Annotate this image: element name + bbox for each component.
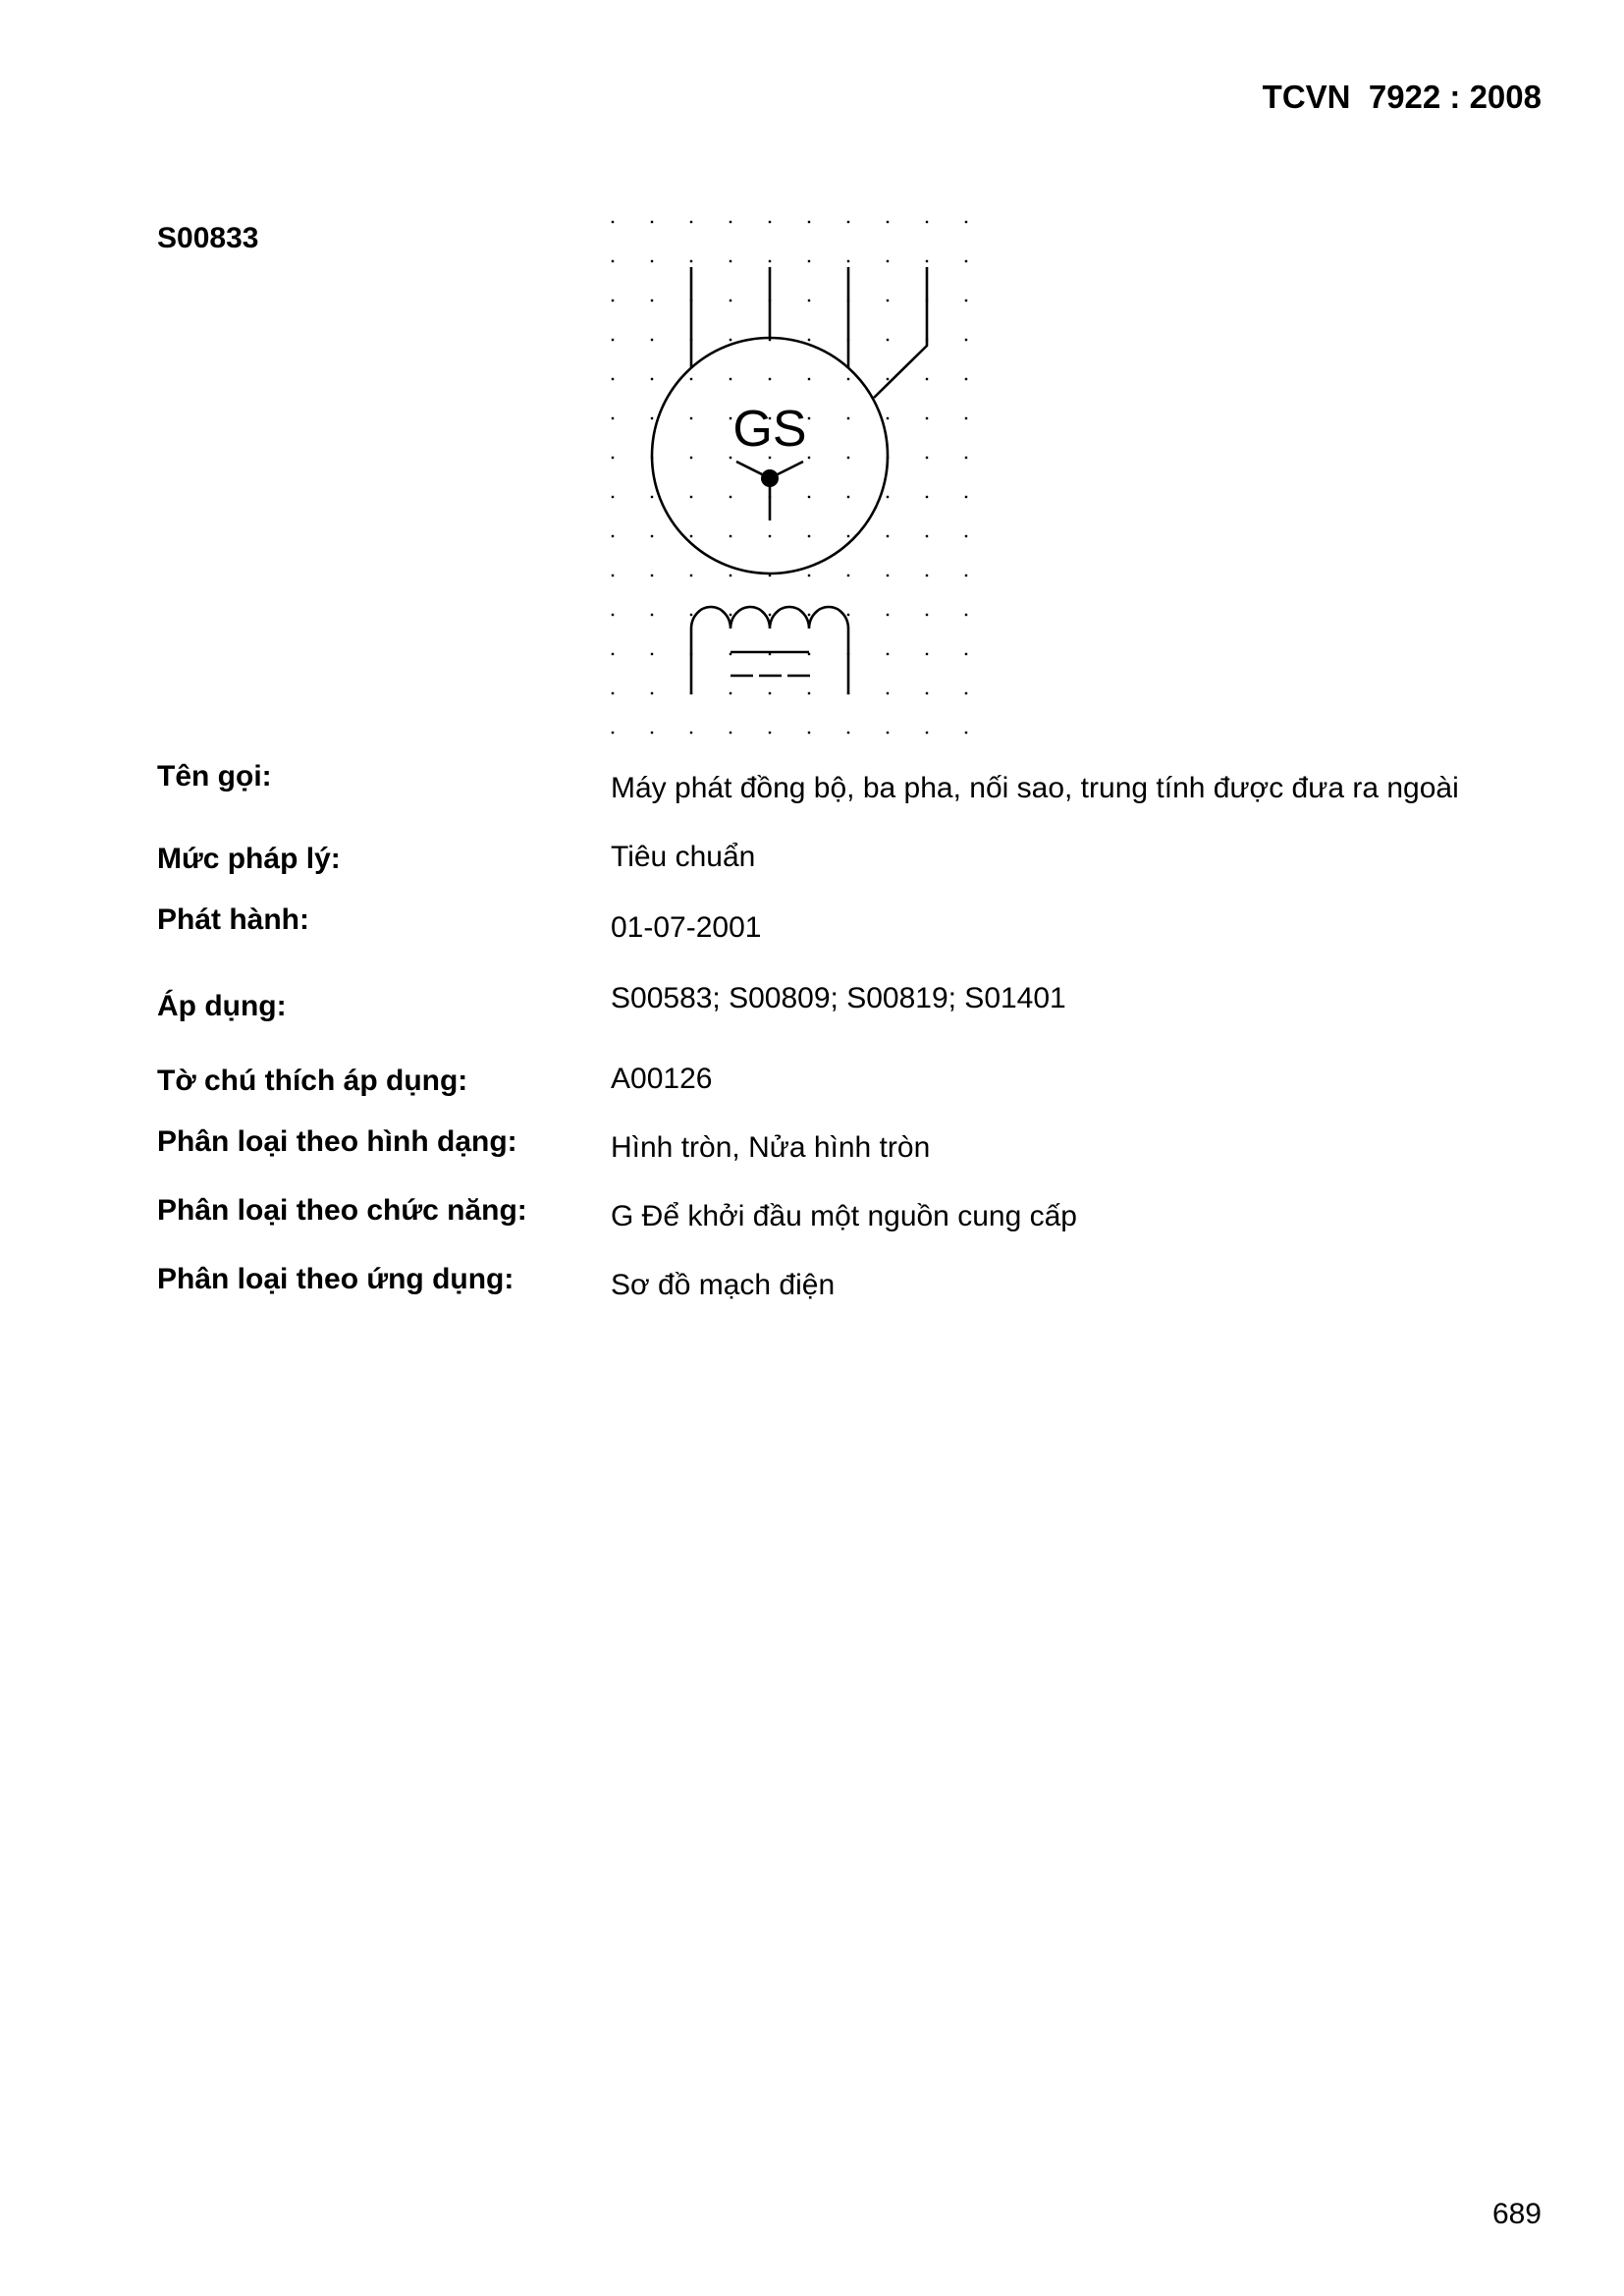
grid-dot	[808, 732, 810, 734]
grid-dot	[690, 614, 692, 616]
grid-dot	[887, 496, 889, 498]
grid-dots	[612, 221, 967, 734]
grid-dot	[887, 614, 889, 616]
grid-dot	[926, 221, 928, 223]
grid-dot	[651, 614, 653, 616]
grid-dot	[730, 496, 731, 498]
grid-dot	[847, 260, 849, 262]
grid-dot	[926, 417, 928, 419]
grid-dot	[887, 653, 889, 655]
field-label: Tờ chú thích áp dụng:	[157, 1065, 468, 1097]
grid-dot	[965, 653, 967, 655]
grid-dot	[808, 574, 810, 576]
grid-dot	[847, 614, 849, 616]
grid-dot	[612, 653, 614, 655]
grid-dot	[926, 378, 928, 380]
grid-dot	[651, 496, 653, 498]
grid-dot	[887, 339, 889, 341]
grid-dot	[887, 535, 889, 537]
grid-dot	[965, 614, 967, 616]
grid-dot	[651, 732, 653, 734]
field-value: 01-07-2001	[611, 911, 762, 944]
grid-dot	[730, 732, 731, 734]
grid-dot	[690, 378, 692, 380]
grid-dot	[612, 496, 614, 498]
grid-dot	[965, 260, 967, 262]
grid-dot	[651, 221, 653, 223]
grid-dot	[847, 221, 849, 223]
grid-dot	[651, 692, 653, 694]
field-value: Sơ đồ mạch điện	[611, 1269, 836, 1301]
grid-dot	[769, 378, 771, 380]
grid-dot	[730, 300, 731, 301]
grid-dot	[612, 614, 614, 616]
grid-dot	[847, 457, 849, 459]
winding-coil	[691, 607, 848, 694]
grid-dot	[847, 732, 849, 734]
grid-dot	[769, 221, 771, 223]
grid-dot	[730, 260, 731, 262]
grid-dot	[926, 653, 928, 655]
grid-dot	[887, 221, 889, 223]
grid-dot	[926, 457, 928, 459]
grid-dot	[730, 339, 731, 341]
grid-dot	[730, 535, 731, 537]
grid-dot	[887, 574, 889, 576]
grid-dot	[965, 574, 967, 576]
grid-dot	[730, 221, 731, 223]
grid-dot	[690, 574, 692, 576]
field-label: Phân loại theo ứng dụng:	[157, 1263, 514, 1295]
grid-dot	[769, 614, 771, 616]
field-label: Phân loại theo hình dạng:	[157, 1125, 517, 1158]
symbol-id: S00833	[157, 222, 259, 254]
grid-dot	[651, 653, 653, 655]
field-value: Máy phát đồng bộ, ba pha, nối sao, trung tính được đưa ra ngoài	[611, 772, 1459, 804]
field-label: Tên gọi:	[157, 760, 272, 793]
grid-dot	[808, 339, 810, 341]
grid-dot	[847, 535, 849, 537]
grid-dot	[808, 457, 810, 459]
grid-dot	[612, 535, 614, 537]
grid-dot	[730, 457, 731, 459]
field-value: A00126	[611, 1063, 713, 1095]
star-point	[761, 469, 779, 487]
grid-dot	[887, 300, 889, 301]
grid-dot	[847, 417, 849, 419]
grid-dot	[965, 221, 967, 223]
grid-dot	[690, 260, 692, 262]
grid-dot	[808, 300, 810, 301]
grid-dot	[612, 260, 614, 262]
grid-dot	[651, 260, 653, 262]
grid-dot	[926, 692, 928, 694]
grid-dot	[690, 732, 692, 734]
grid-dot	[612, 574, 614, 576]
grid-dot	[690, 457, 692, 459]
grid-dot	[847, 496, 849, 498]
field-value: Tiêu chuẩn	[611, 841, 756, 873]
grid-dot	[887, 417, 889, 419]
grid-dot	[965, 300, 967, 301]
grid-dot	[612, 417, 614, 419]
grid-dot	[965, 457, 967, 459]
grid-dot	[808, 378, 810, 380]
field-value: S00583; S00809; S00819; S01401	[611, 982, 1066, 1014]
grid-dot	[612, 339, 614, 341]
grid-dot	[926, 574, 928, 576]
grid-dot	[847, 574, 849, 576]
grid-dot	[965, 417, 967, 419]
grid-dot	[808, 535, 810, 537]
field-label: Mức pháp lý:	[157, 843, 341, 875]
grid-dot	[965, 339, 967, 341]
grid-dot	[730, 574, 731, 576]
grid-dot	[965, 378, 967, 380]
generator-symbol-figure	[601, 208, 978, 744]
grid-dot	[808, 417, 810, 419]
field-label: Phát hành:	[157, 903, 309, 936]
machine-label: GS	[732, 401, 807, 458]
grid-dot	[612, 457, 614, 459]
standard-number: TCVN 7922 : 2008	[1262, 79, 1542, 115]
grid-dot	[808, 260, 810, 262]
grid-dot	[612, 300, 614, 301]
field-value: Hình tròn, Nửa hình tròn	[611, 1131, 931, 1164]
grid-dot	[926, 614, 928, 616]
grid-dot	[651, 300, 653, 301]
grid-dot	[965, 732, 967, 734]
grid-dot	[887, 732, 889, 734]
grid-dot	[651, 339, 653, 341]
grid-dot	[730, 417, 731, 419]
neutral-lead	[874, 267, 927, 398]
grid-dot	[887, 378, 889, 380]
grid-dot	[926, 260, 928, 262]
grid-dot	[730, 614, 731, 616]
grid-dot	[612, 378, 614, 380]
grid-dot	[690, 221, 692, 223]
grid-dot	[965, 535, 967, 537]
grid-dot	[926, 535, 928, 537]
grid-dot	[769, 535, 771, 537]
grid-dot	[651, 378, 653, 380]
grid-dot	[769, 692, 771, 694]
grid-dot	[808, 496, 810, 498]
field-value: G Để khởi đầu một nguồn cung cấp	[611, 1200, 1077, 1232]
grid-dot	[690, 417, 692, 419]
grid-dot	[769, 732, 771, 734]
grid-dot	[965, 496, 967, 498]
grid-dot	[887, 692, 889, 694]
grid-dot	[690, 535, 692, 537]
field-label: Phân loại theo chức năng:	[157, 1194, 527, 1227]
grid-dot	[730, 378, 731, 380]
grid-dot	[651, 535, 653, 537]
grid-dot	[730, 692, 731, 694]
grid-dot	[847, 378, 849, 380]
grid-dot	[690, 496, 692, 498]
grid-dot	[926, 496, 928, 498]
grid-dot	[887, 260, 889, 262]
grid-dot	[612, 732, 614, 734]
grid-dot	[808, 692, 810, 694]
grid-dot	[926, 732, 928, 734]
grid-dot	[965, 692, 967, 694]
grid-dot	[651, 417, 653, 419]
grid-dot	[651, 574, 653, 576]
page-number: 689	[1491, 2198, 1542, 2230]
grid-dot	[808, 221, 810, 223]
field-label: Áp dụng:	[157, 990, 287, 1022]
grid-dot	[612, 692, 614, 694]
grid-dot	[808, 614, 810, 616]
grid-dot	[769, 260, 771, 262]
grid-dot	[612, 221, 614, 223]
